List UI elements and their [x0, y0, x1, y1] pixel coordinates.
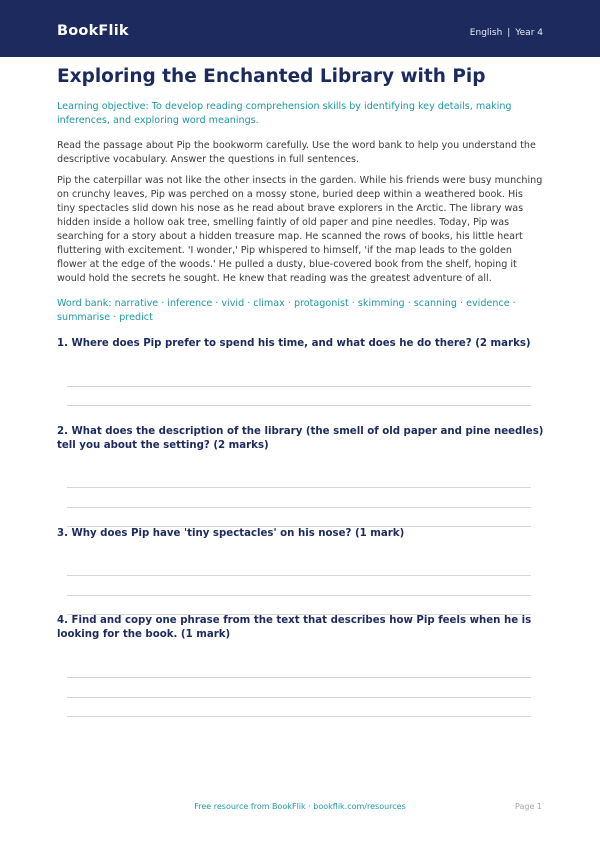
answer-line[interactable] [67, 405, 531, 406]
answer-line[interactable] [67, 507, 531, 508]
answer-line[interactable] [67, 487, 531, 488]
brand-logo[interactable]: BookFlik [57, 23, 129, 39]
answer-line[interactable] [67, 575, 531, 576]
question-2: 2. What does the description of the library (the smell of old paper and pine needles) tell you about the setting? (2 marks) [57, 426, 544, 451]
answer-line[interactable] [67, 677, 531, 678]
learning-objective: Learning objective: To develop reading comprehension skills by identifying key details, making inferences, and exploring word meanings. [57, 101, 512, 126]
word-bank: Word bank: narrative · inference · vivid · climax · protagonist · skimming · scanning · evidence · summarise · predict [57, 298, 516, 323]
page-number: Page 1 [515, 802, 542, 811]
answer-line[interactable] [67, 595, 531, 596]
subject-meta [470, 28, 543, 38]
footer-credit[interactable]: Free resource from BookFlik · bookflik.com/resources [194, 802, 406, 811]
answer-line[interactable] [67, 716, 531, 717]
subject-label: English [469, 28, 503, 38]
reading-passage: Pip the caterpillar was not like the other insects in the garden. While his friends were busy munching on crunchy leaves, Pip was perched on a mossy stone, buried deep within a weathered book. His tiny spectacles slid down his nose as he read about brave explorers in the Arctic. The library was hidden inside a hollow oak tree, smelling faintly of old paper and pine needles. Today, Pip was searching for a story about a hidden treasure map. He scanned the rows of books, his little heart fluttering with excitement. 'I wonder,' Pip whispered to himself, 'if the map leads to the golden flower at the edge of the woods.' He pulled a dusty, blue-covered book from the shelf, hoping it would hold the secrets he sought. He knew that reading was the greatest adventure of all. [57, 175, 543, 284]
meta-separator: | [507, 28, 511, 38]
worksheet-body [57, 66, 543, 325]
header-bar [0, 0, 600, 57]
instructions: Read the passage about Pip the bookworm carefully. Use the word bank to help you understand the descriptive vocabulary. Answer the questions in full sentences. [57, 140, 536, 165]
year-label: Year 4 [515, 28, 543, 38]
answer-line[interactable] [67, 697, 531, 698]
page-title: Exploring the Enchanted Library with Pip [57, 66, 486, 87]
question-4: 4. Find and copy one phrase from the text that describes how Pip feels when he is looking for the book. (1 mark) [57, 615, 532, 640]
question-3: 3. Why does Pip have 'tiny spectacles' on his nose? (1 mark) [57, 528, 405, 539]
answer-line[interactable] [67, 386, 531, 387]
question-1: 1. Where does Pip prefer to spend his time, and what does he do there? (2 marks) [57, 338, 531, 349]
